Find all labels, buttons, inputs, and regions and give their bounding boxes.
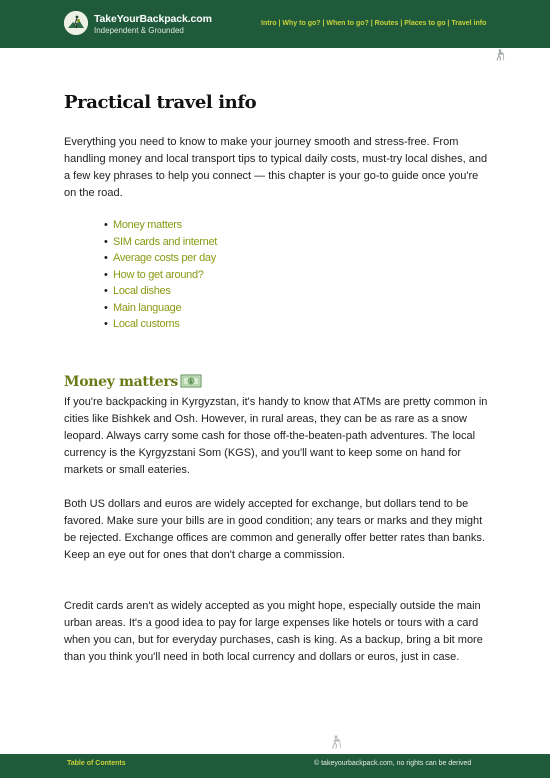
brand-name[interactable]: TakeYourBackpack.com: [94, 13, 212, 25]
nav-intro[interactable]: Intro: [261, 20, 277, 27]
intro-paragraph: Everything you need to know to make your journey smooth and stress-free. From handling money and local transport tips to typical daily costs, must-try local dishes, and a few key phrases to help you connect — this chapter is your go-to guide once you're on the road.: [64, 136, 488, 199]
top-navigation: Intro | Why to go? | When to go? | Routes | Places to go | Travel info: [261, 20, 487, 27]
list-item: • Local customs: [104, 318, 180, 330]
list-item: • SIM cards and internet: [104, 235, 218, 248]
toc-link-money-matters[interactable]: Money matters: [113, 219, 182, 231]
hiker-logo-icon[interactable]: [64, 11, 88, 35]
chapter-contents-list: [104, 217, 217, 333]
toc-link-average-costs[interactable]: Average costs per day: [113, 252, 216, 264]
nav-routes[interactable]: Routes: [374, 20, 399, 27]
toc-link-local-dishes[interactable]: Local dishes: [113, 285, 171, 297]
body-paragraph: Both US dollars and euros are widely accepted for exchange, but dollars tend to be favored. Make sure your bills are in good condition; any tears or marks and they might be rejected. Exchange offices are common and generally offer better rates than banks. Keep an eye out for ones that don't charge a commission.: [64, 498, 485, 561]
toc-link-sim-cards[interactable]: SIM cards and internet: [113, 235, 218, 248]
banknote-icon: [180, 373, 202, 389]
body-paragraph: If you're backpacking in Kyrgyzstan, it's handy to know that ATMs are pretty common in cities like Bishkek and Osh. However, in rural areas, they can be as rare as a snow leopard. Always carry some cash for those off-the-beaten-path adventures. The local currency is the Kyrgyzstani Som (KGS), and you'll want to keep some on hand for markets or small eateries.: [64, 396, 488, 476]
list-item: • Money matters: [104, 219, 182, 231]
toc-link-local-customs[interactable]: Local customs: [113, 318, 180, 330]
table-of-contents-link[interactable]: Table of Contents: [67, 760, 126, 767]
hiker-icon: [330, 735, 342, 749]
body-paragraph: Credit cards aren't as widely accepted as you might hope, especially outside the main urban areas. It's a good idea to pay for large expenses like hotels or tours with a card when you can, but for everyday purchases, cash is king. As a backup, bring a bit more than you think you'll need in both local currency and dollars or euros, just in case.: [64, 600, 483, 663]
page-title: Practical travel info: [64, 92, 257, 113]
hiker-icon: [495, 49, 505, 61]
section-title-money-matters: Money matters: [64, 374, 179, 390]
list-item: • Local dishes: [104, 285, 171, 297]
copyright-notice: © takeyourbackpack.com, no rights can be derived: [314, 760, 472, 767]
list-item: • How to get around?: [104, 268, 204, 281]
nav-places-to-go[interactable]: Places to go: [404, 20, 446, 27]
list-item: • Average costs per day: [104, 252, 216, 264]
brand-tagline: Independent & Grounded: [94, 26, 184, 35]
toc-link-get-around[interactable]: How to get around?: [113, 268, 204, 281]
nav-travel-info[interactable]: Travel info: [451, 20, 487, 27]
toc-link-main-language[interactable]: Main language: [113, 301, 182, 314]
page-header: [0, 0, 550, 48]
nav-why-to-go[interactable]: Why to go?: [282, 20, 321, 27]
svg-text:$: $: [189, 379, 193, 385]
list-item: • Main language: [104, 301, 182, 314]
nav-when-to-go[interactable]: When to go?: [326, 20, 369, 27]
